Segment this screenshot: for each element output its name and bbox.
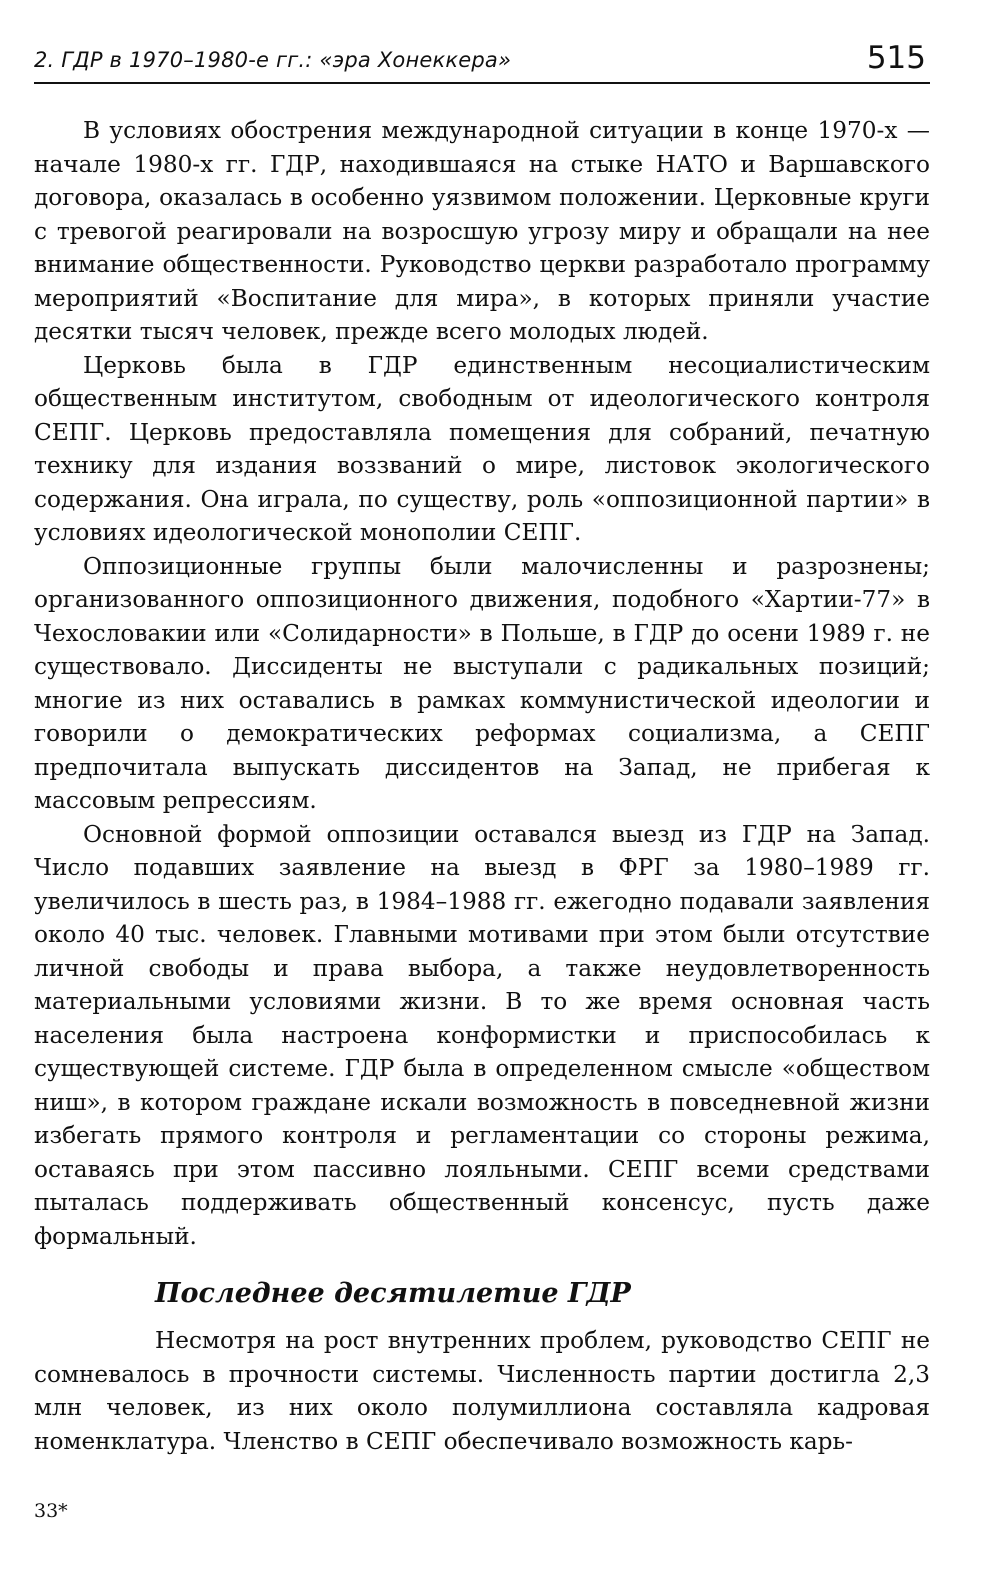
section-heading: Последнее десятилетие ГДР [155,1278,631,1309]
page-number: 515 [866,40,926,76]
header-rule [34,82,930,84]
paragraph: Несмотря на рост внутренних проблем, руководство СЕПГ не сомневалось в прочности системы. Численность партии достигла 2,3 млн человек, из них около полумиллиона составляла кадровая номенклатура. Членство в СЕПГ обеспечивало возможность карь- [34,1327,930,1455]
signature-mark: 33* [34,1500,68,1522]
body-text [34,114,930,1458]
paragraph: Оппозиционные группы были малочисленны и разрознены; организованного оппозиционного движения, подобного «Хартии-77» в Чехословакии или «Солидарности» в Польше, в ГДР до осени 1989 г. не существовало. Диссиденты не выступали с радикальных позиций; многие из них оставались в рамках коммунистической идеологии и говорили о демократических реформах социализма, а СЕПГ предпочитала выпускать диссидентов на Запад, не прибегая к массовым репрессиям. [34,552,930,814]
paragraph: В условиях обострения международной ситуации в конце 1970-х — начале 1980-х гг. ГДР, находившаяся на стыке НАТО и Варшавского договора, оказалась в особенно уязвимом положении. Церковные круги с тревогой реагировали на возросшую угрозу миру и обращали на нее внимание общественности. Руководство церкви разработало программу мероприятий «Воспитание для мира», в которых приняли участие десятки тысяч человек, прежде всего молодых людей. [34,117,930,345]
running-head [34,34,930,82]
running-title: 2. ГДР в 1970–1980-е гг.: «эра Хонеккера» [34,48,512,72]
book-page [34,34,930,1554]
paragraph: Церковь была в ГДР единственным несоциалистическим общественным институтом, свободным от идеологического контроля СЕПГ. Церковь предоставляла помещения для собраний, печатную технику для издания воззваний о мире, листовок экологического содержания. Она играла, по существу, роль «оппозиционной партии» в условиях идеологической монополии СЕПГ. [34,351,930,546]
paragraph: Основной формой оппозиции оставался выезд из ГДР на Запад. Число подавших заявление на выезд в ФРГ за 1980–1989 гг. увеличилось в шесть раз, в 1984–1988 гг. ежегодно подавали заявления около 40 тыс. человек. Главными мотивами при этом были отсутствие личной свободы и права выбора, а также неудовлетворенность материальными условиями жизни. В то же время основная часть населения была настроена конформистки и приспособилась к существующей системе. ГДР была в определенном смысле «обществом ниш», в котором граждане искали возможность в повседневной жизни избегать прямого контроля и регламентации со стороны режима, оставаясь при этом пассивно лояльными. СЕПГ всеми средствами пыталась поддерживать общественный консенсус, пусть даже формальный. [34,820,930,1250]
